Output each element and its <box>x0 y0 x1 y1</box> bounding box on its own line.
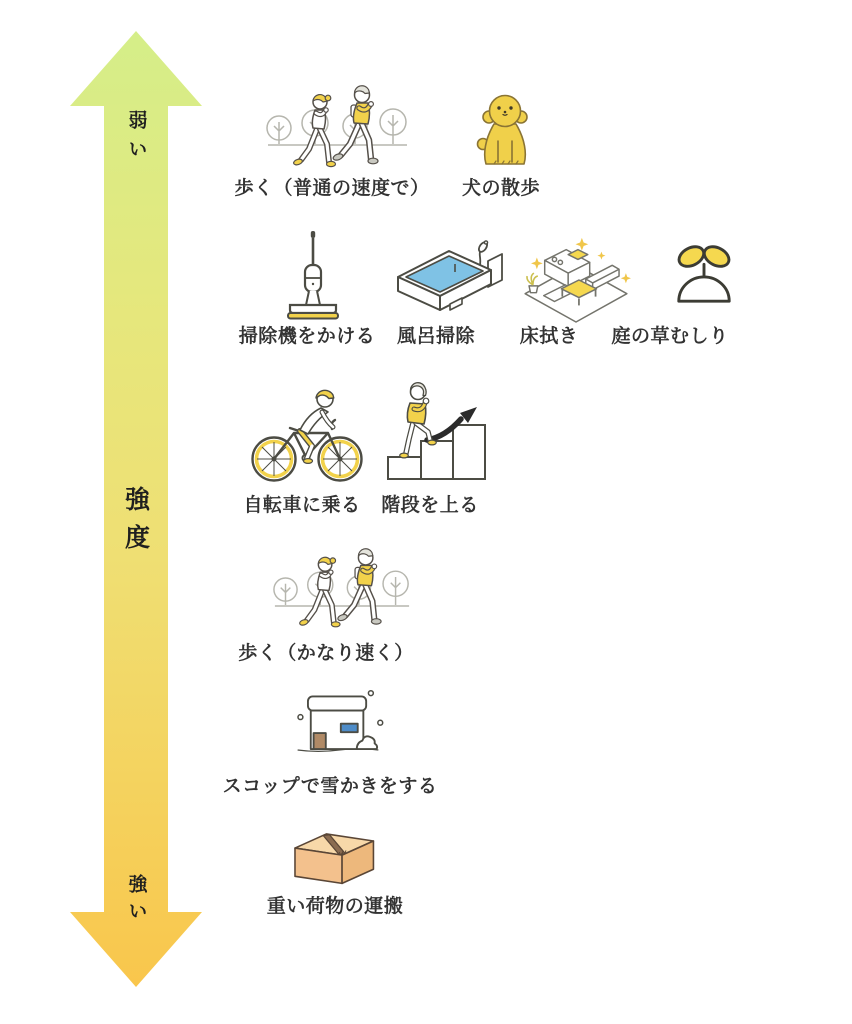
axis-title: 強度 <box>121 486 151 562</box>
activity-label: 自転車に乗る <box>243 494 361 516</box>
activity-label: 犬の散歩 <box>461 177 540 199</box>
activity-label: 重い荷物の運搬 <box>266 895 404 917</box>
walking-people-icon <box>265 82 410 177</box>
living-room-icon <box>517 234 635 324</box>
activity-label: スコップで雪かきをする <box>222 775 438 797</box>
activity-label: 掃除機をかける <box>238 325 376 347</box>
stairs-climbing-icon <box>383 377 487 481</box>
axis-strong-label: 強い <box>125 874 148 928</box>
activity-label: 床拭き <box>519 325 579 347</box>
snow-shoveling-icon <box>288 688 388 765</box>
axis-weak-label: 弱い <box>125 110 148 168</box>
activity-label: 歩く（普通の速度で） <box>234 177 430 199</box>
sprout-icon <box>672 242 736 306</box>
bathtub-icon <box>392 240 504 320</box>
activity-label: 歩く（かなり速く） <box>238 642 414 664</box>
walking-people-icon <box>272 545 412 637</box>
activity-label: 風呂掃除 <box>396 325 475 347</box>
activity-label: 階段を上る <box>381 494 479 516</box>
bicycle-icon <box>248 376 366 484</box>
vacuum-cleaner-icon <box>278 229 348 324</box>
activity-label: 庭の草むしり <box>611 325 729 347</box>
cardboard-box-icon <box>284 826 386 889</box>
dog-icon <box>470 92 540 170</box>
